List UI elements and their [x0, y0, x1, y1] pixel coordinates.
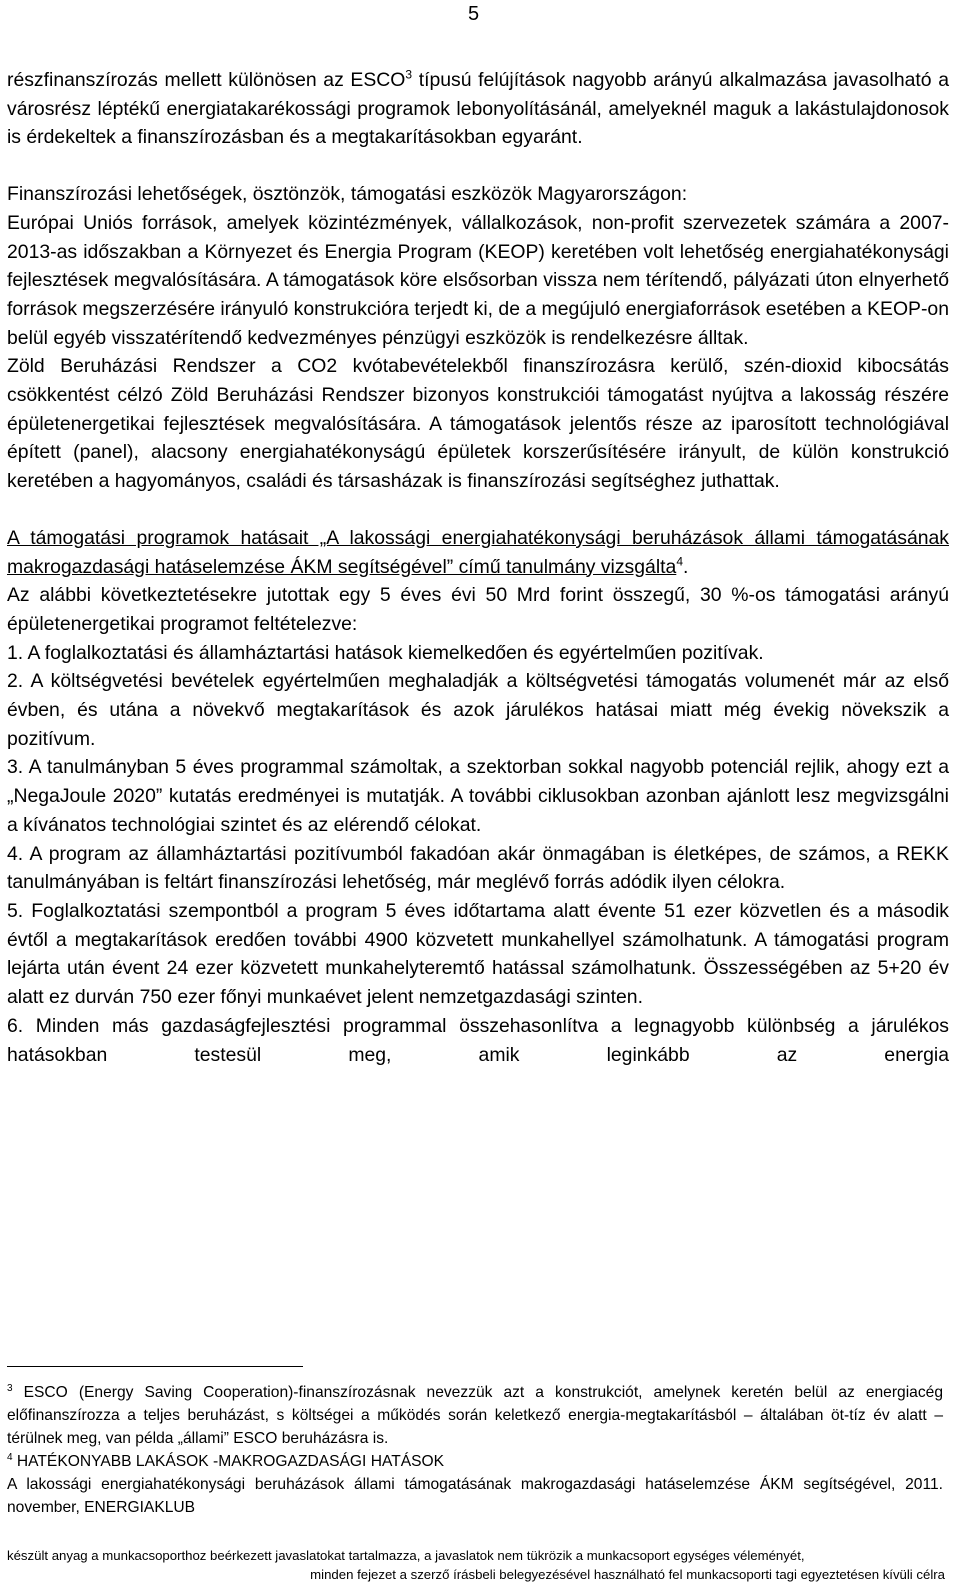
footnote-3	[7, 1381, 943, 1450]
green-investment-paragraph: Zöld Beruházási Rendszer a CO2 kvótabevételekből finanszírozásra kerülő, szén-dioxid kibocsátás csökkentést célzó Zöld Beruházási Rendszer bizonyos konstrukciói támogatást nyújtva a lakosság részére épületenergetikai fejlesztések megvalósítására. A támogatások jelentős része az iparosított technológiával épített (panel), alacsony energiahatékonyságú épületek korszerűsítésére irányult, de külön konstrukció keretében a hagyományos, családi és társasházak is finanszírozási segítséghez juthattak.	[7, 355, 949, 493]
footnote-3-text: ESCO (Energy Saving Cooperation)-finanszírozásnak nevezzük azt a konstrukciót, amelynek keretén belül az energiacég előfinanszírozza a teljes beruházást, s költségei a működés során keletkező energia-megtakarításból – általában öt-tíz év alatt – térülnek meg, van példa „állami” ESCO beruházásra is.	[7, 1384, 943, 1447]
study-heading: A támogatási programok hatásait „A lakossági energiahatékonysági beruházások állami támogatásának makrogazdasági hatáselemzése ÁKM segítségével” című tanulmány vizsgálta$^4$.	[7, 526, 949, 578]
intro-text-start: részfinanszírozás mellett különösen az ESCO	[7, 69, 406, 91]
intro-paragraph	[7, 66, 949, 152]
footnote-number-3: 3	[7, 1382, 13, 1394]
footnote-4	[7, 1450, 943, 1473]
financing-heading: Finanszírozási lehetőségek, ösztönzök, támogatási eszközök Magyarországon:	[7, 183, 688, 206]
footnote-4-source: A lakossági energiahatékonysági beruházások állami támogatásának makrogazdasági hatáselemzése ÁKM segítségével, 2011. november, ENERGIAKLUB	[7, 1476, 943, 1516]
conclusion-item-6: 6. Minden más gazdaságfejlesztési programmal összehasonlítva a legnagyobb különbség a járulékos hatásokban testesül meg, amik leginkább az energia	[7, 1014, 949, 1066]
study-title: A támogatási programok hatásait „A lakossági energiahatékonysági beruházások állami támogatásának makrogazdasági hatáselemzése ÁKM segítségével” című tanulmány vizsgálta	[7, 526, 949, 578]
footnote-separator	[7, 1366, 303, 1367]
document-body	[7, 66, 949, 1069]
intro-text-end: típusú felújítások nagyobb arányú alkalmazása javasolható a városrész léptékű energiatakarékossági programok lebonyolításánál, amelyeknél maguk a lakástulajdonosok is érdekeltek a finanszírozásban és a megtakarításokban egyaránt.	[7, 69, 949, 149]
conclusion-item-4: 4. A program az államháztartási pozitívumból fakadóan akár önmagában is életképes, de számos, a REKK tanulmányában is feltárt finanszírozási lehetőség, már meglévő forrás adódik ilyen célokra.	[7, 842, 949, 894]
disclaimer	[7, 1547, 945, 1584]
disclaimer-line-2: minden fejezet a szerző írásbeli belegyezésével használható fel munkacsoporti tagi egyeztetésen kívüli célra	[310, 1566, 945, 1582]
disclaimer-line-1: készült anyag a munkacsoporthoz beérkezett javaslatokat tartalmazza, a javaslatok nem tükrözik a munkacsoport egységes véleményét,	[7, 1548, 805, 1563]
footnote-number-4: 4	[7, 1451, 13, 1463]
footnote-ref-3[interactable]: 3	[405, 67, 413, 82]
conclusion-item-3: 3. A tanulmányban 5 éves programmal számoltak, a szektorban sokkal nagyobb potenciál rejlik, ahogy ezt a „NegaJoule 2020” kutatás eredményei is mutatják. A további ciklusokban azonban ajánlott lesz megvizsgálni a kívánatos technológiai szintet és az elérendő célokat.	[7, 756, 949, 836]
footnotes	[7, 1381, 943, 1519]
conclusion-item-2: 2. A költségvetési bevételek egyértelműen meghaladják a költségvetési támogatás volumenét már az első évben, és utána a növekvő megtakarítások és azok járulékos hatásai miatt még évekig növekszik a pozitívum.	[7, 670, 949, 750]
study-intro: Az alábbi következtetésekre jutottak egy 5 éves évi 50 Mrd forint összegű, 30 %-os támogatási arányú épületenergetikai programot feltételezve:	[7, 584, 949, 635]
eu-funds-paragraph: Európai Uniós források, amelyek közintézmények, vállalkozások, non-profit szervezetek számára a 2007-2013-as időszakban a Környezet és Energia Program (KEOP) keretében volt lehetőség energiahatékonysági fejlesztések megvalósítására. A támogatások köre elsősorban vissza nem térítendő, pályázati úton elnyerhető források megszerzésére irányuló konstrukcióra terjedt ki, de a megújuló energiaforrások esetében a KEOP-on belül egyéb visszatérítendő kedvezményes pénzügyi eszközök is rendelkezésre álltak.	[7, 211, 949, 349]
page-number: 5	[468, 3, 480, 25]
conclusion-item-1: 1. A foglalkoztatási és államháztartási hatások kiemelkedően és egyértelműen pozitívak.	[7, 641, 764, 664]
footnote-4-title: HATÉKONYABB LAKÁSOK -MAKROGAZDASÁGI HATÁSOK	[12, 1453, 445, 1470]
conclusion-item-5: 5. Foglalkoztatási szempontból a program 5 éves időtartama alatt évente 51 ezer közvetlen és a második évtől a megtakarítások eredően további 4900 közvetett munkahellyel számolhatunk. A támogatási program lejárta után évent 24 ezer közvetett munkahelyteremtő hatással számolhatunk. Összességében az 5+20 év alatt ez durván 750 ezer főnyi munkaévet jelent nemzetgazdasági szinten.	[7, 899, 949, 1009]
footnote-ref-4[interactable]: 4	[676, 554, 683, 569]
